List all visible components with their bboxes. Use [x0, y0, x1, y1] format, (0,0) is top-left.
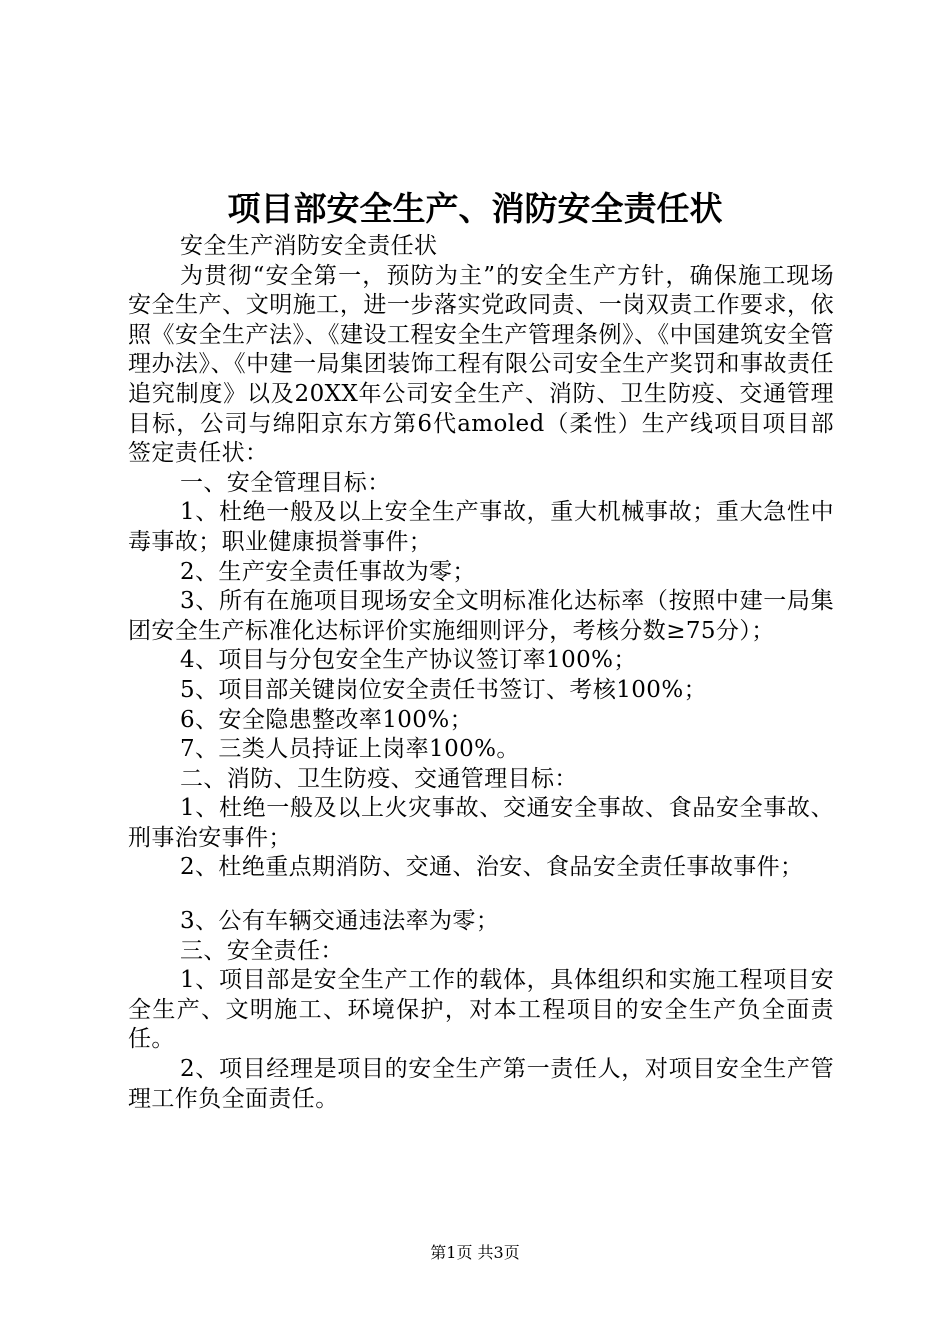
paragraph-subtitle: 安全生产消防安全责任状	[180, 233, 438, 259]
list-item: 4、项目与分包安全生产协议签订率100%；	[180, 647, 637, 674]
section-heading-2: 二、消防、卫生防疫、交通管理目标：	[180, 765, 578, 792]
section-heading-1: 一、安全管理目标：	[180, 469, 391, 496]
list-item: 1、杜绝一般及以上火灾事故、交通安全事故、食品安全事故、刑事治安事件；	[128, 795, 834, 851]
page-number-footer: 第1页 共3页	[430, 1243, 520, 1262]
list-item: 7、三类人员持证上岗率100%。	[180, 736, 520, 763]
list-item: 1、项目部是安全生产工作的载体，具体组织和实施工程项目安全生产、文明施工、环境保护，对本工程项目的安全生产负全面责任。	[128, 967, 834, 1053]
list-item: 2、杜绝重点期消防、交通、治安、食品安全责任事故事件；	[180, 854, 804, 881]
list-item: 2、项目经理是项目的安全生产第一责任人，对项目安全生产管理工作负全面责任。	[128, 1056, 834, 1112]
list-item: 5、项目部关键岗位安全责任书签订、考核100%；	[180, 676, 707, 703]
list-item: 1、杜绝一般及以上安全生产事故，重大机械事故；重大急性中毒事故；职业健康损誉事件；	[128, 499, 834, 555]
document-title: 项目部安全生产、消防安全责任状	[227, 189, 723, 228]
list-item: 6、安全隐患整改率100%；	[180, 706, 473, 733]
list-item: 2、生产安全责任事故为零；	[180, 558, 476, 585]
section-heading-3: 三、安全责任：	[180, 937, 344, 964]
list-item: 3、所有在施项目现场安全文明标准化达标率（按照中建一局集团安全生产标准化达标评价实施细则评分，考核分数≥75分）；	[128, 588, 834, 644]
list-item: 3、公有车辆交通违法率为零；	[180, 908, 500, 935]
paragraph-intro: 为贯彻“安全第一，预防为主”的安全生产方针，确保施工现场安全生产、文明施工，进一步落实党政同责、一岗双责工作要求，依照《安全生产法》、《建设工程安全生产管理条例》、《中国建筑安全管理办法》、《中建一局集团装饰工程有限公司安全生产奖罚和事故责任追究制度》以及20XX年公司安全生产、消防、卫生防疫、交通管理目标，公司与绵阳京东方第6代amoled（柔性）生产线项目项目部签定责任状：	[128, 262, 834, 467]
document-body	[128, 232, 834, 1114]
